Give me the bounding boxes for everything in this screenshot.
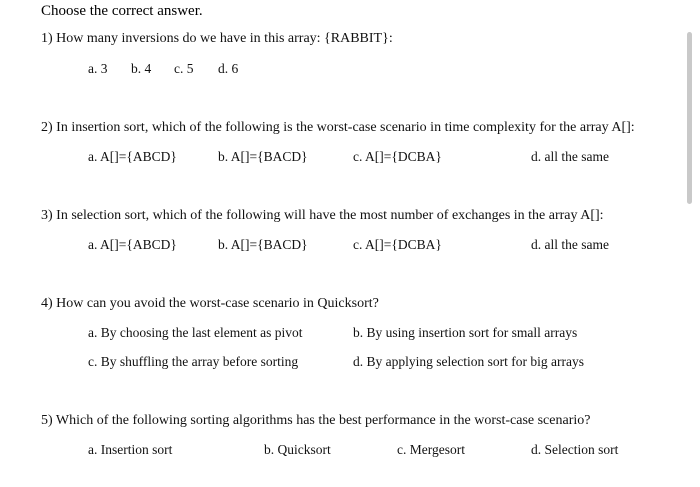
vertical-scrollbar[interactable] bbox=[687, 32, 692, 204]
question-4-option-c[interactable]: c. By shuffling the array before sorting bbox=[88, 354, 299, 369]
question-2-option-d[interactable]: d. all the same bbox=[531, 149, 609, 164]
question-5-option-c[interactable]: c. Mergesort bbox=[397, 442, 465, 457]
question-1-option-d[interactable]: d. 6 bbox=[218, 61, 239, 76]
question-2-text: 2) In insertion sort, which of the following is the worst-case scenario in time complexity for the array A[]: bbox=[41, 120, 635, 135]
question-5-option-a[interactable]: a. Insertion sort bbox=[88, 442, 173, 457]
question-4-option-b[interactable]: b. By using insertion sort for small arrays bbox=[353, 325, 578, 340]
question-3-option-b[interactable]: b. A[]={BACD} bbox=[218, 237, 308, 252]
question-1-text: 1) How many inversions do we have in this array: {RABBIT}: bbox=[41, 31, 393, 46]
question-2-option-c[interactable]: c. A[]={DCBA} bbox=[353, 149, 442, 164]
question-1-option-a[interactable]: a. 3 bbox=[88, 61, 108, 76]
question-2-option-b[interactable]: b. A[]={BACD} bbox=[218, 149, 308, 164]
question-3-option-a[interactable]: a. A[]={ABCD} bbox=[88, 237, 177, 252]
question-4-option-d[interactable]: d. By applying selection sort for big arrays bbox=[353, 354, 584, 369]
question-1-option-c[interactable]: c. 5 bbox=[174, 61, 194, 76]
question-4-text: 4) How can you avoid the worst-case scenario in Quicksort? bbox=[41, 296, 379, 311]
question-5-option-d[interactable]: d. Selection sort bbox=[531, 442, 619, 457]
question-3-text: 3) In selection sort, which of the following will have the most number of exchanges in the array A[]: bbox=[41, 208, 604, 223]
question-1-option-b[interactable]: b. 4 bbox=[131, 61, 152, 76]
question-2-option-a[interactable]: a. A[]={ABCD} bbox=[88, 149, 177, 164]
question-5-option-b[interactable]: b. Quicksort bbox=[264, 442, 331, 457]
question-5-text: 5) Which of the following sorting algorithms has the best performance in the worst-case scenario? bbox=[41, 413, 591, 428]
question-3-option-c[interactable]: c. A[]={DCBA} bbox=[353, 237, 442, 252]
question-3-option-d[interactable]: d. all the same bbox=[531, 237, 609, 252]
question-4-option-a[interactable]: a. By choosing the last element as pivot bbox=[88, 325, 303, 340]
page-heading: Choose the correct answer. bbox=[41, 3, 203, 19]
